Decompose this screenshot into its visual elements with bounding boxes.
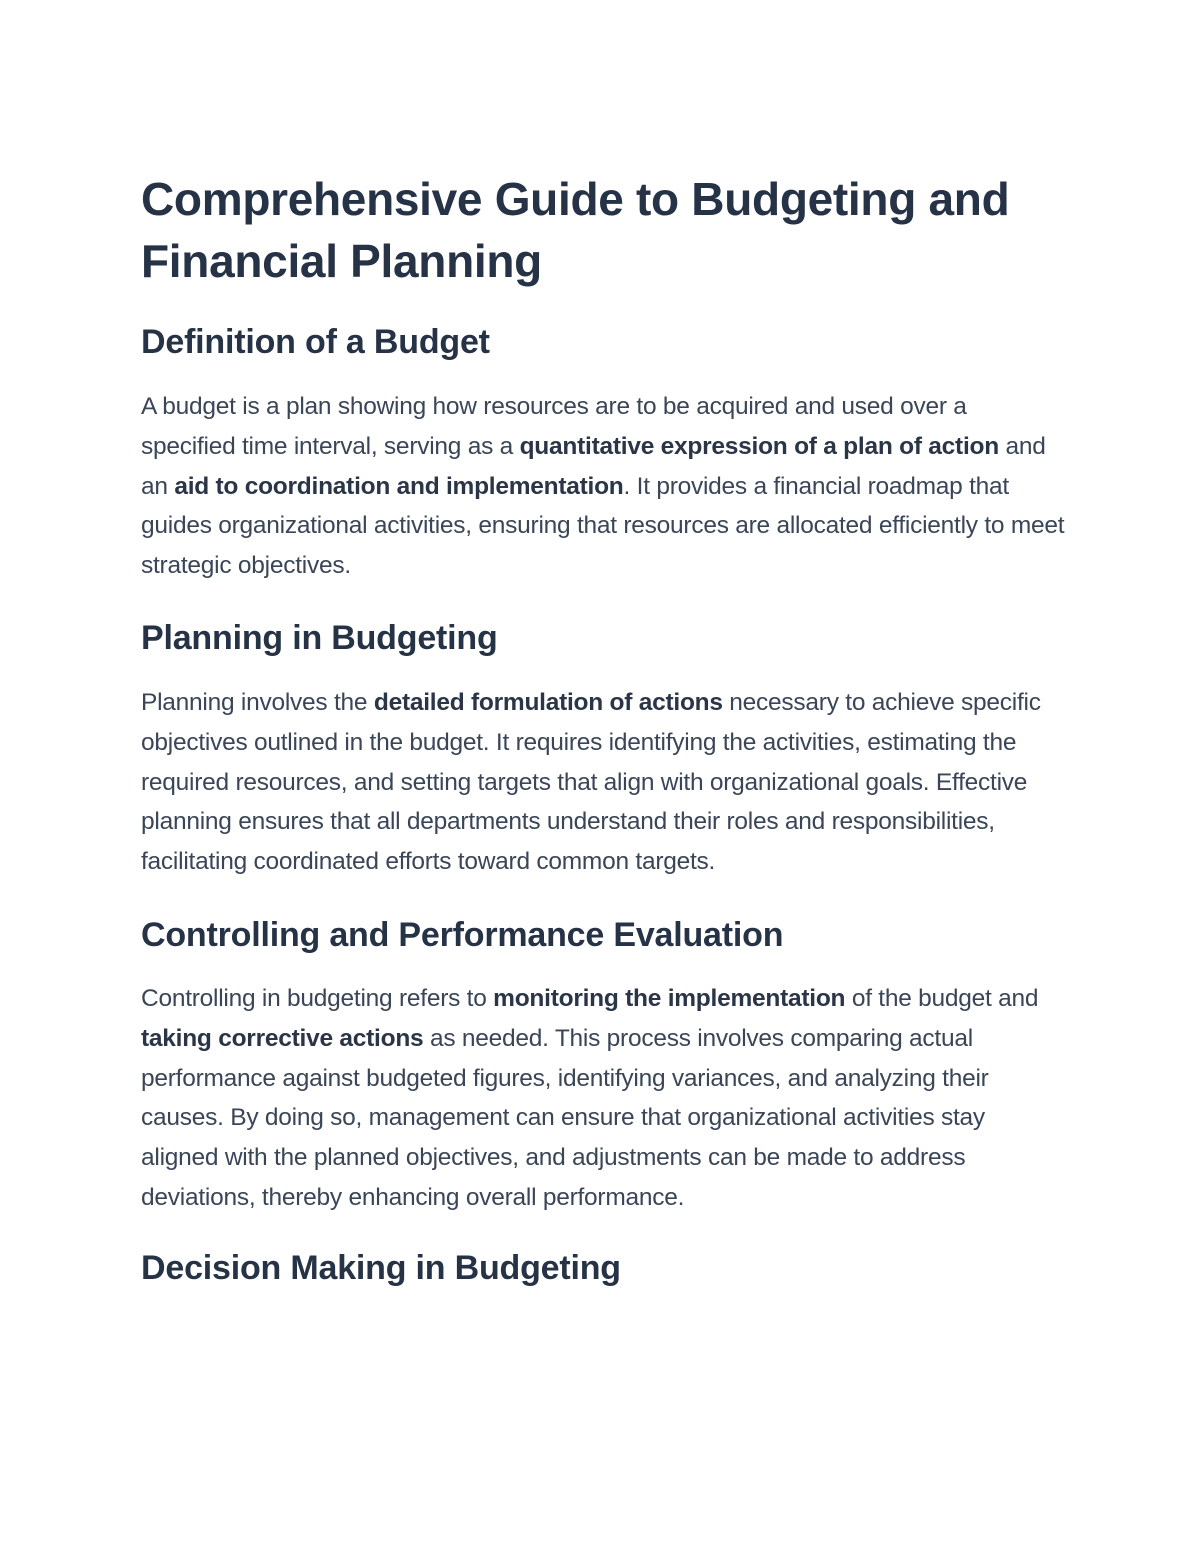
emphasis-text: quantitative expression of a plan of action (519, 432, 999, 460)
emphasis-text: detailed formulation of actions (373, 688, 723, 716)
document-title: Comprehensive Guide to Budgeting and Financial Planning (141, 173, 1010, 287)
section-heading-definition: Definition of a Budget (141, 323, 490, 361)
emphasis-text: aid to coordination and implementation (174, 472, 624, 500)
paragraph-text: Controlling in budgeting refers to (141, 984, 494, 1012)
paragraph-text: Planning involves the (141, 688, 374, 716)
section-paragraph-definition (141, 387, 1066, 586)
emphasis-text: taking corrective actions (141, 1024, 424, 1052)
section-heading-decision-making: Decision Making in Budgeting (141, 1248, 621, 1287)
document-page (141, 168, 1066, 1290)
section-heading-controlling: Controlling and Performance Evaluation (141, 915, 784, 954)
paragraph-text: of the budget and (845, 984, 1039, 1012)
section-heading-planning: Planning in Budgeting (141, 618, 498, 657)
paragraph-text: necessary to achieve specific objectives outlined in the budget. It requires identifying the activities, estimating the required resources, and setting targets that align with organizational goals. Effective planning ensures that all departments understand their roles and responsibilities, facilitating coordinated efforts toward common targets. (141, 688, 1041, 876)
section-paragraph-planning (141, 683, 1066, 882)
paragraph-text: and an (141, 432, 1046, 500)
emphasis-text: monitoring the implementation (493, 984, 846, 1012)
section-paragraph-controlling (141, 979, 1066, 1218)
paragraph-text: . It provides a financial roadmap that guides organizational activities, ensuring that resources are allocated efficiently to meet strategic objectives. (141, 472, 1065, 580)
paragraph-text: as needed. This process involves comparing actual performance against budgeted figures, identifying variances, and analyzing their causes. By doing so, management can ensure that organizational activities stay aligned with the planned objectives, and adjustments can be made to address deviations, thereby enhancing overall performance. (141, 1024, 989, 1211)
paragraph-text: A budget is a plan showing how resources are to be acquired and used over a specified time interval, serving as a (141, 393, 967, 460)
